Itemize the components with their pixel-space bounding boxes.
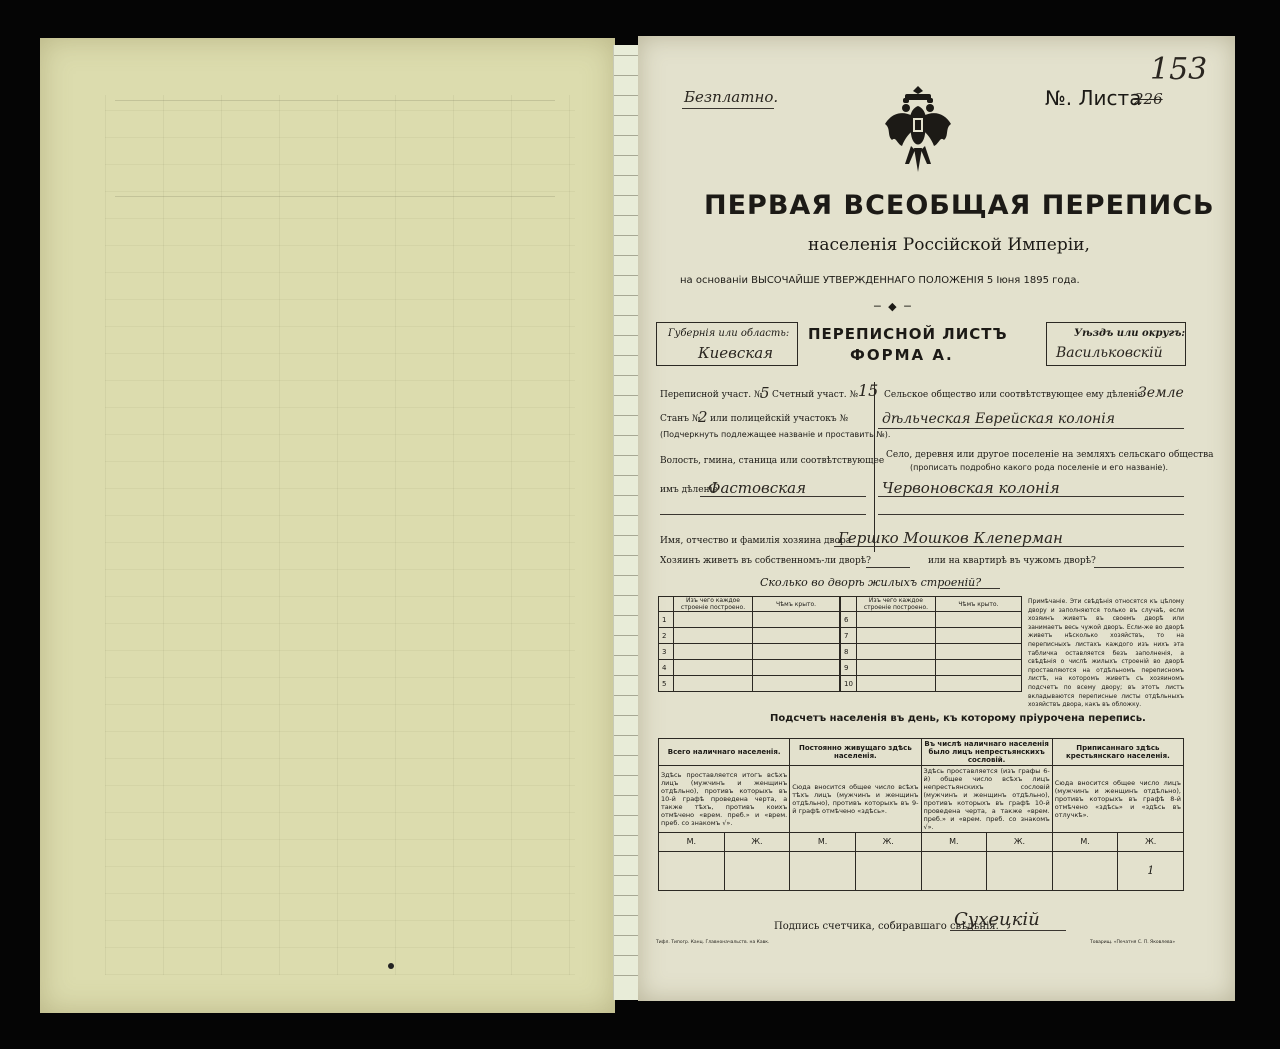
stan-value: 2	[698, 408, 708, 426]
pop-f: Ж.	[855, 833, 921, 852]
form-title: ПЕРЕПИСНОЙ ЛИСТЪ	[808, 325, 1008, 343]
archive-number: 153	[1150, 52, 1208, 87]
society-value-2: дѣльческая Еврейская колонія	[882, 411, 1116, 427]
binding-tab-line	[614, 95, 639, 96]
binding-tab-line	[614, 395, 639, 396]
signature-value: Сухецкій	[954, 909, 1040, 930]
volost-label-1: Волость, гмина, станица или соотвѣтствующее	[660, 456, 885, 466]
binding-tab-line	[614, 915, 639, 916]
info-divider	[874, 382, 875, 552]
binding-tab-line	[614, 955, 639, 956]
binding-tab-line	[614, 895, 639, 896]
binding-tab-line	[614, 695, 639, 696]
census-decree: на основаніи ВЫСОЧАЙШЕ УТВЕРЖДЕННАГО ПОЛОЖЕНІЯ 5 Іюня 1895 года.	[680, 275, 1080, 286]
census-form-page	[638, 36, 1235, 1001]
binding-tab-line	[614, 155, 639, 156]
society-value-1: Земле	[1138, 385, 1184, 401]
signature-label: Подпись счетчика, собиравшаго свѣдѣнія.	[774, 921, 999, 932]
count-section-label: Счетный участ. №	[772, 390, 859, 400]
binding-tab-line	[614, 635, 639, 636]
volost-underline	[700, 496, 866, 497]
owner-name-label: Имя, отчество и фамилія хозяина двора	[660, 536, 852, 546]
pop-value	[659, 852, 725, 891]
pop-head-total: Всего наличнаго населенія.	[659, 739, 790, 766]
owner-name-value: Гершко Мошков Клеперман	[838, 529, 1063, 547]
pop-value	[987, 852, 1053, 891]
own-yard-label: Хозяинъ живетъ въ собственномъ-ли дворѣ?	[660, 556, 871, 566]
census-section-value: 5	[760, 384, 770, 402]
pop-desc-peasant: Сюда вносится общее число лицъ (мужчинъ и женщинъ отдѣльно), противъ которыхъ въ графѣ 8-й отмѣчено «здѣсь» и «здѣсь въ отлучкѣ».	[1052, 766, 1183, 833]
binding-tab-line	[614, 815, 639, 816]
binding-tab-line	[614, 195, 639, 196]
pop-value	[1052, 852, 1118, 891]
binding-tab-line	[614, 515, 639, 516]
sheet-number-value: 226	[1134, 90, 1163, 108]
binding-tab-line	[614, 735, 639, 736]
binding-tab-line	[614, 295, 639, 296]
pop-f: Ж.	[987, 833, 1053, 852]
province-value: Киевская	[698, 344, 774, 362]
province-label: Губернія или область:	[668, 328, 790, 339]
pop-value: 1	[1118, 852, 1184, 891]
ornament-divider: ─ ◆ ─	[874, 300, 913, 313]
binding-tab-line	[614, 275, 639, 276]
col-material-right: Изъ чего каждое строеніе построено.	[856, 597, 935, 612]
row-num: 9	[841, 660, 857, 676]
pop-m: М.	[921, 833, 987, 852]
dwellings-table-left	[658, 596, 840, 692]
binding-tab-line	[614, 675, 639, 676]
pop-head-peasant: Приписаннаго здѣсь крестьянскаго населенія.	[1052, 739, 1183, 766]
population-title: Подсчетъ населенія въ день, къ которому пріурочена перепись.	[770, 713, 1146, 724]
binding-tab-line	[614, 875, 639, 876]
binding-tab-line	[614, 475, 639, 476]
rented-underline	[1094, 567, 1184, 568]
population-table	[658, 738, 1184, 891]
district-label: Уѣздъ или округъ:	[1074, 328, 1186, 339]
row-num: 7	[841, 628, 857, 644]
binding-tab-line	[614, 555, 639, 556]
pop-desc-permanent: Сюда вносится общее число всѣхъ тѣхъ лицъ (мужчинъ и женщинъ отдѣльно), противъ которыхъ въ 9-й графѣ отмѣчено «здѣсь».	[790, 766, 921, 833]
binding-tab-line	[614, 595, 639, 596]
binding-tab-line	[614, 55, 639, 56]
rented-label: или на квартирѣ въ чужомъ дворѣ?	[928, 556, 1096, 566]
society-underline	[878, 428, 1184, 429]
binding-tab-line	[614, 455, 639, 456]
pop-value	[855, 852, 921, 891]
binding-tab-line	[614, 175, 639, 176]
row-num: 3	[659, 644, 674, 660]
dwellings-underline	[940, 588, 1000, 589]
binding-tab-line	[614, 75, 639, 76]
pop-desc-total: Здѣсь проставляется итогъ всѣхъ лицъ (мужчинъ и женщинъ отдѣльно), противъ которыхъ въ 10-й графѣ проведена черта, а также тѣхъ, противъ коихъ отмѣчено «врем. преб.» и «врем. преб. со знакомъ √».	[659, 766, 790, 833]
printer-left: Тифл. Типогр. Канц. Главноначальств. на Кавк.	[656, 940, 770, 945]
own-yard-underline	[866, 567, 910, 568]
binding-strip	[613, 45, 640, 1000]
volost-value: Фастовская	[708, 479, 807, 497]
col-roof-right: Чѣмъ крыто.	[935, 597, 1021, 612]
binding-tab-line	[614, 715, 639, 716]
village-underline	[878, 496, 1184, 497]
pop-value	[921, 852, 987, 891]
count-section-value: 15	[858, 381, 879, 400]
police-note: (Подчеркнуть подлежащее названіе и проставить №).	[660, 430, 891, 439]
row-num: 5	[659, 676, 674, 692]
pop-f: Ж.	[1118, 833, 1184, 852]
pop-m: М.	[659, 833, 725, 852]
row-num: 4	[659, 660, 674, 676]
census-subtitle: населенія Россійской Имперіи,	[808, 235, 1090, 255]
owner-name-underline	[834, 546, 1184, 547]
binding-tab-line	[614, 535, 639, 536]
left-page-ghost-table	[115, 100, 555, 197]
pop-m: М.	[790, 833, 856, 852]
village-underline-2	[878, 514, 1184, 515]
binding-tab-line	[614, 755, 639, 756]
village-label-1: Село, деревня или другое поселеніе на земляхъ сельскаго общества	[886, 450, 1214, 460]
pop-m: М.	[1052, 833, 1118, 852]
pop-value	[790, 852, 856, 891]
volost-label-2: имъ дѣленіе	[660, 485, 718, 495]
binding-tab-line	[614, 655, 639, 656]
village-value: Червоновская колонія	[882, 479, 1060, 497]
row-num: 8	[841, 644, 857, 660]
society-label: Сельское общество или соотвѣтствующее ему дѣленіе	[884, 390, 1143, 400]
col-roof-left: Чѣмъ крыто.	[753, 597, 840, 612]
volost-underline-2	[660, 514, 866, 515]
binding-tab-line	[614, 975, 639, 976]
binding-tab-line	[614, 615, 639, 616]
form-subtitle: ФОРМА А.	[850, 346, 954, 364]
dwellings-note: Примѣчаніе. Эти свѣдѣнія относятся къ цѣлому двору и заполняются только въ случаѣ, если хозяинъ живетъ въ своемъ дворѣ или занимаетъ весь чужой дворъ. Если-же во дворѣ живетъ нѣсколько хозяйствъ, то на переписныхъ листахъ каждого изъ нихъ эта табличка оставляется безъ заполненія, а свѣдѣнія о числѣ жилыхъ строеній во дворѣ проставляются на отдѣльномъ переписномъ листѣ, на которомъ живетъ съ хозяиномъ подсчетъ по всему двору; въ этотъ листъ вкладываются переписные листы отдѣльныхъ хозяйствъ двора, какъ въ обложку.	[1028, 598, 1184, 709]
row-num: 1	[659, 612, 674, 628]
binding-tab-line	[614, 115, 639, 116]
binding-tab-line	[614, 135, 639, 136]
census-title: ПЕРВАЯ ВСЕОБЩАЯ ПЕРЕПИСЬ	[704, 190, 1215, 221]
binding-tab-line	[614, 835, 639, 836]
free-label: Безплатно.	[684, 88, 779, 106]
binding-tab-line	[614, 795, 639, 796]
binding-tab-line	[614, 775, 639, 776]
binding-tab-line	[614, 855, 639, 856]
dwellings-question: Сколько во дворѣ жилыхъ строеній?	[760, 576, 982, 589]
pop-value	[724, 852, 790, 891]
ink-spot	[388, 963, 394, 969]
district-value: Васильковскій	[1056, 345, 1163, 361]
binding-tab-line	[614, 235, 639, 236]
binding-tab-line	[614, 435, 639, 436]
binding-tab-line	[614, 415, 639, 416]
imperial-eagle-icon	[883, 84, 953, 176]
pop-head-nonpeasant: Въ числѣ наличнаго населенія было лицъ непрестьянскихъ сословій.	[921, 739, 1052, 766]
binding-tab-line	[614, 255, 639, 256]
police-label: или полицейскій участокъ №	[710, 414, 849, 424]
binding-tab-line	[614, 935, 639, 936]
binding-tab-line	[614, 355, 639, 356]
binding-tab-line	[614, 215, 639, 216]
row-num: 2	[659, 628, 674, 644]
binding-tab-line	[614, 375, 639, 376]
binding-tab-line	[614, 335, 639, 336]
village-label-2: (прописать подробно какого рода поселеніе и его названіе).	[910, 463, 1168, 472]
left-page-faded-grid	[105, 95, 575, 975]
sheet-number-label: №. Листа	[1045, 86, 1142, 110]
free-underline	[682, 108, 774, 109]
col-material-left: Изъ чего каждое строеніе построено.	[674, 597, 753, 612]
binding-tab-line	[614, 315, 639, 316]
pop-head-permanent: Постоянно живущаго здѣсь населенія.	[790, 739, 921, 766]
binding-tab-line	[614, 575, 639, 576]
signature-underline	[950, 930, 1066, 931]
pop-f: Ж.	[724, 833, 790, 852]
row-num: 6	[841, 612, 857, 628]
stan-label: Станъ №	[660, 414, 701, 424]
printer-right: Товарищ. «Печатня С. П. Яковлева»	[1090, 940, 1176, 945]
dwellings-table-right	[840, 596, 1022, 692]
census-section-label: Переписной участ. №	[660, 390, 763, 400]
row-num: 10	[841, 676, 857, 692]
pop-desc-nonpeasant: Здѣсь проставляется (изъ графы 6-й) общее число всѣхъ лицъ непрестьянскихъ сословій (мужчинъ и женщинъ отдѣльно), противъ которыхъ въ графѣ 10-й проведена черта, а также «врем. преб.» и «врем. преб. со знакомъ √».	[921, 766, 1052, 833]
binding-tab-line	[614, 495, 639, 496]
